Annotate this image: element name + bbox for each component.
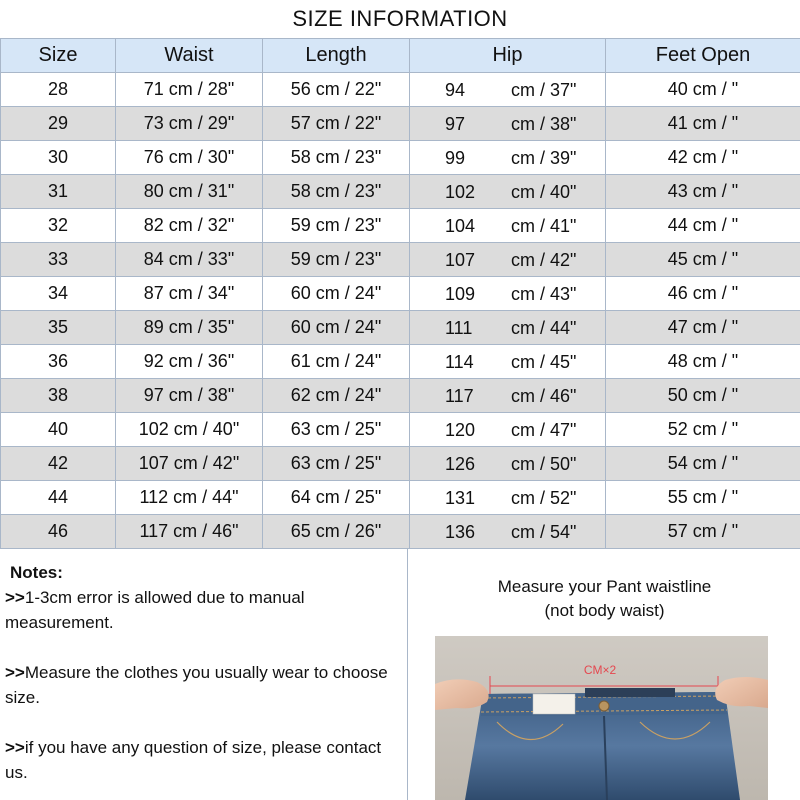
cell-size: 31 (1, 175, 116, 209)
cell-waist: 80 cm / 31" (116, 175, 263, 209)
hip-unit-inch: cm / 43" (511, 284, 577, 304)
hip-cm-value: 131 (445, 488, 476, 508)
cell-waist: 92 cm / 36" (116, 345, 263, 379)
cell-size: 44 (1, 481, 116, 515)
note-text: if you have any question of size, please contact us. (5, 738, 382, 782)
cell-feet-open: 40 cm / " (606, 73, 800, 107)
hip-cm-value: 111 (445, 318, 473, 338)
table-row (1, 413, 800, 447)
hip-cm-value: 104 (445, 216, 476, 236)
table-row (1, 345, 800, 379)
cell-size: 30 (1, 141, 116, 175)
cell-size: 40 (1, 413, 116, 447)
hip-cm-value: 99 (445, 148, 466, 168)
table-body (1, 73, 800, 549)
note-item (5, 660, 400, 710)
cell-hip (410, 277, 606, 311)
hip-unit-inch: cm / 54" (511, 522, 577, 542)
measure-instruction: Measure your Pant waistline (497, 577, 712, 596)
cell-length: 62 cm / 24" (263, 379, 410, 413)
cell-feet-open: 50 cm / " (606, 379, 800, 413)
cell-hip (410, 107, 606, 141)
measure-instruction-note: (not body waist) (544, 601, 665, 620)
cell-hip (410, 379, 606, 413)
note-text: Measure the clothes you usually wear to choose size. (5, 663, 388, 707)
cell-size: 36 (1, 345, 116, 379)
table-row (1, 175, 800, 209)
cell-waist: 73 cm / 29" (116, 107, 263, 141)
hip-cm-value: 126 (445, 454, 476, 474)
cell-size: 38 (1, 379, 116, 413)
hip-cm-value: 107 (445, 250, 476, 270)
table-row (1, 73, 800, 107)
column-header-length: Length (263, 39, 410, 73)
cell-hip (410, 345, 606, 379)
cell-length: 64 cm / 25" (263, 481, 410, 515)
hip-unit-inch: cm / 39" (511, 148, 577, 168)
cell-hip (410, 311, 606, 345)
hip-cm-value: 102 (445, 182, 476, 202)
hip-unit-inch: cm / 50" (511, 454, 577, 474)
table-row (1, 447, 800, 481)
cell-feet-open: 52 cm / " (606, 413, 800, 447)
cell-size: 32 (1, 209, 116, 243)
cell-size: 29 (1, 107, 116, 141)
note-marker: >> (5, 738, 25, 757)
hip-unit-inch: cm / 40" (511, 182, 577, 202)
cell-length: 56 cm / 22" (263, 73, 410, 107)
cell-waist: 84 cm / 33" (116, 243, 263, 277)
notes-panel (0, 549, 408, 800)
cell-feet-open: 45 cm / " (606, 243, 800, 277)
cell-waist: 89 cm / 35" (116, 311, 263, 345)
hip-unit-inch: cm / 45" (511, 352, 577, 372)
cell-waist: 82 cm / 32" (116, 209, 263, 243)
notes-heading: Notes: (10, 563, 63, 582)
column-header-feet-open: Feet Open (606, 39, 800, 73)
inner-band (585, 688, 675, 697)
hip-unit-inch: cm / 46" (511, 386, 577, 406)
hip-unit-inch: cm / 41" (511, 216, 577, 236)
hip-cm-value: 120 (445, 420, 476, 440)
hip-unit-inch: cm / 42" (511, 250, 577, 270)
cell-length: 59 cm / 23" (263, 209, 410, 243)
cell-hip (410, 209, 606, 243)
cell-hip (410, 515, 606, 549)
cell-length: 60 cm / 24" (263, 277, 410, 311)
button (599, 701, 609, 711)
table-row (1, 141, 800, 175)
cell-feet-open: 44 cm / " (606, 209, 800, 243)
measure-panel (409, 549, 800, 800)
measure-label: CM×2 (583, 663, 617, 677)
table-row (1, 481, 800, 515)
hip-unit-inch: cm / 44" (511, 318, 577, 338)
cell-size: 46 (1, 515, 116, 549)
column-header-waist: Waist (116, 39, 263, 73)
cell-hip (410, 141, 606, 175)
hip-cm-value: 117 (445, 386, 474, 406)
cell-length: 63 cm / 25" (263, 447, 410, 481)
cell-length: 60 cm / 24" (263, 311, 410, 345)
cell-waist: 107 cm / 42" (116, 447, 263, 481)
table-header-row (1, 39, 800, 73)
table-row (1, 243, 800, 277)
cell-waist: 112 cm / 44" (116, 481, 263, 515)
cell-length: 59 cm / 23" (263, 243, 410, 277)
hip-unit-inch: cm / 38" (511, 114, 577, 134)
cell-hip (410, 447, 606, 481)
note-marker: >> (5, 663, 25, 682)
cell-feet-open: 57 cm / " (606, 515, 800, 549)
hip-unit-inch: cm / 37" (511, 80, 577, 100)
cell-waist: 76 cm / 30" (116, 141, 263, 175)
cell-feet-open: 48 cm / " (606, 345, 800, 379)
cell-waist: 117 cm / 46" (116, 515, 263, 549)
hip-cm-value: 109 (445, 284, 476, 304)
size-table (0, 38, 800, 549)
table-row (1, 311, 800, 345)
column-header-size: Size (1, 39, 116, 73)
cell-feet-open: 46 cm / " (606, 277, 800, 311)
hip-unit-inch: cm / 52" (511, 488, 577, 508)
cell-size: 42 (1, 447, 116, 481)
table-row (1, 379, 800, 413)
cell-size: 35 (1, 311, 116, 345)
note-marker: >> (5, 588, 25, 607)
cell-feet-open: 43 cm / " (606, 175, 800, 209)
cell-size: 34 (1, 277, 116, 311)
note-text: 1-3cm error is allowed due to manual measurement. (5, 588, 305, 632)
cell-length: 58 cm / 23" (263, 175, 410, 209)
cell-hip (410, 175, 606, 209)
cell-waist: 87 cm / 34" (116, 277, 263, 311)
column-header-hip: Hip (410, 39, 606, 73)
hip-unit-inch: cm / 47" (511, 420, 577, 440)
cell-waist: 97 cm / 38" (116, 379, 263, 413)
size-tag (533, 694, 575, 714)
cell-hip (410, 73, 606, 107)
waistline-photo (435, 636, 768, 800)
cell-waist: 71 cm / 28" (116, 73, 263, 107)
cell-length: 58 cm / 23" (263, 141, 410, 175)
note-item (5, 585, 400, 635)
cell-feet-open: 55 cm / " (606, 481, 800, 515)
cell-hip (410, 413, 606, 447)
table-row (1, 277, 800, 311)
table-row (1, 515, 800, 549)
hip-cm-value: 136 (445, 522, 476, 542)
hip-cm-value: 94 (445, 80, 466, 100)
cell-length: 57 cm / 22" (263, 107, 410, 141)
cell-waist: 102 cm / 40" (116, 413, 263, 447)
cell-hip (410, 243, 606, 277)
table-row (1, 209, 800, 243)
cell-length: 65 cm / 26" (263, 515, 410, 549)
hip-cm-value: 97 (445, 114, 466, 134)
cell-feet-open: 42 cm / " (606, 141, 800, 175)
bottom-section (0, 549, 800, 800)
cell-length: 63 cm / 25" (263, 413, 410, 447)
page-title: SIZE INFORMATION (292, 6, 508, 31)
cell-size: 28 (1, 73, 116, 107)
cell-hip (410, 481, 606, 515)
hip-cm-value: 114 (445, 352, 474, 372)
cell-size: 33 (1, 243, 116, 277)
table-row (1, 107, 800, 141)
cell-feet-open: 47 cm / " (606, 311, 800, 345)
cell-feet-open: 54 cm / " (606, 447, 800, 481)
cell-length: 61 cm / 24" (263, 345, 410, 379)
cell-feet-open: 41 cm / " (606, 107, 800, 141)
note-item (5, 735, 400, 785)
